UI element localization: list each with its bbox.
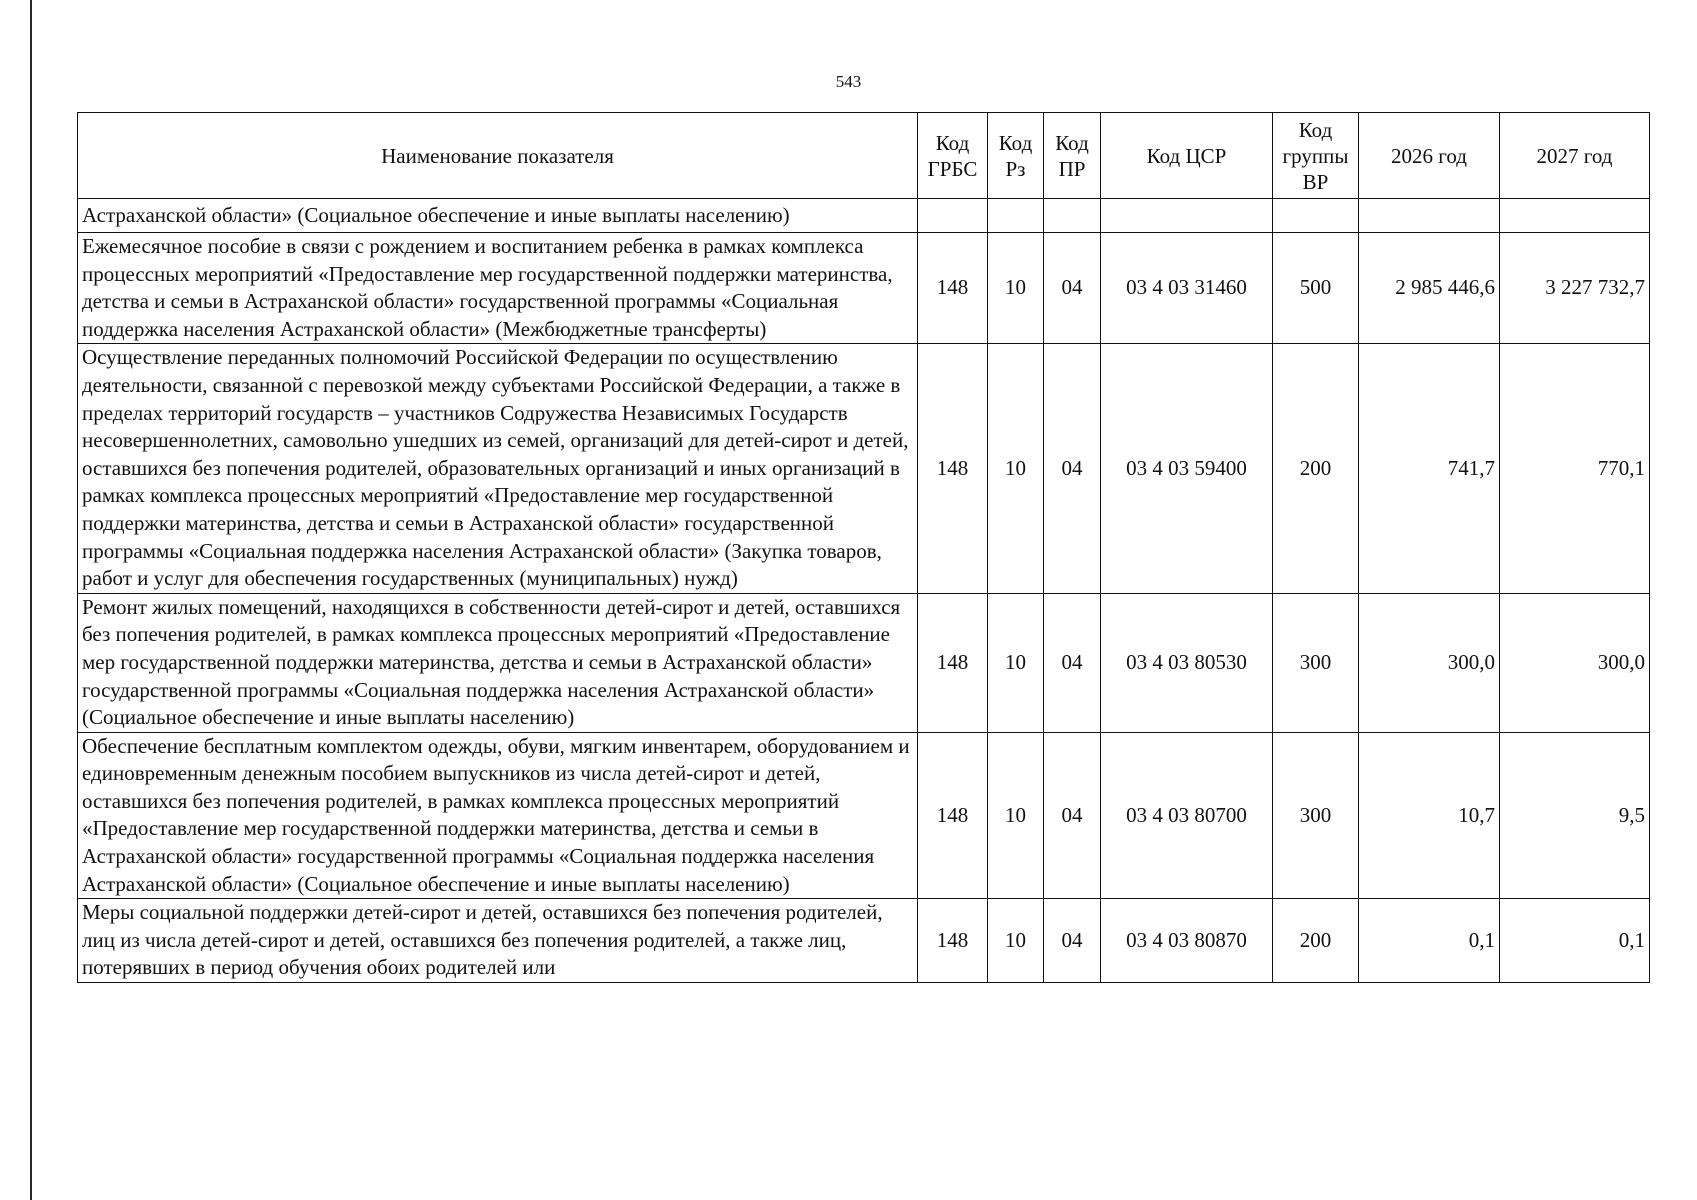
row-grbs: 148: [918, 899, 988, 983]
row-name: Ремонт жилых помещений, находящихся в собственности детей-сирот и детей, оставшихся без попечения родителей, в рамках комплекса процессных мероприятий «Предоставление мер государственной поддержки материнства, детства и семьи в Астраханской области» государственной программы «Социальная поддержка населения Астраханской области» (Социальное обеспечение и иные выплаты населению): [78, 593, 918, 732]
row-csr: 03 4 03 80700: [1101, 732, 1273, 899]
row-rz: 10: [988, 732, 1044, 899]
row-vr: 300: [1273, 732, 1359, 899]
row-name: Меры социальной поддержки детей-сирот и детей, оставшихся без попечения родителей, лиц из числа детей-сирот и детей, оставшихся без попечения родителей, а также лиц, потерявших в период обучения обоих родителей или: [78, 899, 918, 983]
row-2026: 0,1: [1359, 899, 1500, 983]
row-rz: 10: [988, 233, 1044, 344]
table-row: [78, 593, 1650, 732]
header-2026: 2026 год: [1359, 113, 1500, 199]
row-grbs: 148: [918, 593, 988, 732]
row-vr: 200: [1273, 899, 1359, 983]
row-2027: 300,0: [1500, 593, 1650, 732]
header-rz: Код Рз: [988, 113, 1044, 199]
row-pr: 04: [1044, 344, 1101, 593]
row-rz: 10: [988, 899, 1044, 983]
row-2026: 741,7: [1359, 344, 1500, 593]
row-grbs: [918, 199, 988, 233]
row-2026: [1359, 199, 1500, 233]
row-pr: [1044, 199, 1101, 233]
row-grbs: 148: [918, 233, 988, 344]
row-name: Ежемесячное пособие в связи с рождением и воспитанием ребенка в рамках комплекса процессных мероприятий «Предоставление мер государственной поддержки материнства, детства и семьи в Астраханской области» государственной программы «Социальная поддержка населения Астраханской области» (Межбюджетные трансферты): [78, 233, 918, 344]
row-2026: 2 985 446,6: [1359, 233, 1500, 344]
row-rz: 10: [988, 344, 1044, 593]
table-row: [78, 732, 1650, 899]
row-vr: 500: [1273, 233, 1359, 344]
row-csr: 03 4 03 59400: [1101, 344, 1273, 593]
header-csr: Код ЦСР: [1101, 113, 1273, 199]
row-csr: 03 4 03 80870: [1101, 899, 1273, 983]
row-pr: 04: [1044, 593, 1101, 732]
table-row: [78, 199, 1650, 233]
header-vr: Код группы ВР: [1273, 113, 1359, 199]
row-vr: 200: [1273, 344, 1359, 593]
table-row: [78, 233, 1650, 344]
page-number: 543: [835, 72, 862, 91]
row-vr: [1273, 199, 1359, 233]
row-name: Астраханской области» (Социальное обеспечение и иные выплаты населению): [78, 199, 918, 233]
header-2027: 2027 год: [1500, 113, 1650, 199]
header-pr: Код ПР: [1044, 113, 1101, 199]
row-rz: [988, 199, 1044, 233]
row-2027: [1500, 199, 1650, 233]
row-csr: [1101, 199, 1273, 233]
row-2027: 9,5: [1500, 732, 1650, 899]
row-pr: 04: [1044, 899, 1101, 983]
row-pr: 04: [1044, 233, 1101, 344]
row-name: Обеспечение бесплатным комплектом одежды, обуви, мягким инвентарем, оборудованием и единовременным денежным пособием выпускников из числа детей-сирот и детей, оставшихся без попечения родителей, в рамках комплекса процессных мероприятий «Предоставление мер государственной поддержки материнства, детства и семьи в Астраханской области» государственной программы «Социальная поддержка населения Астраханской области» (Социальное обеспечение и иные выплаты населению): [78, 732, 918, 899]
header-grbs: Код ГРБС: [918, 113, 988, 199]
row-pr: 04: [1044, 732, 1101, 899]
row-rz: 10: [988, 593, 1044, 732]
row-2026: 10,7: [1359, 732, 1500, 899]
header-name: Наименование показателя: [78, 113, 918, 199]
row-vr: 300: [1273, 593, 1359, 732]
table-header-row: [78, 113, 1650, 199]
table-row: [78, 344, 1650, 593]
left-margin-line: [30, 0, 32, 1200]
row-2026: 300,0: [1359, 593, 1500, 732]
row-name: Осуществление переданных полномочий Российской Федерации по осуществлению деятельности, связанной с перевозкой между субъектами Российской Федерации, а также в пределах территорий государств – участников Содружества Независимых Государств несовершеннолетних, самовольно ушедших из семей, организаций для детей-сирот и детей, оставшихся без попечения родителей, образовательных организаций и иных организаций в рамках комплекса процессных мероприятий «Предоставление мер государственной поддержки материнства, детства и семьи в Астраханской области» государственной программы «Социальная поддержка населения Астраханской области» (Закупка товаров, работ и услуг для обеспечения государственных (муниципальных) нужд): [78, 344, 918, 593]
row-csr: 03 4 03 80530: [1101, 593, 1273, 732]
row-2027: 3 227 732,7: [1500, 233, 1650, 344]
row-grbs: 148: [918, 344, 988, 593]
table-row: [78, 899, 1650, 983]
row-grbs: 148: [918, 732, 988, 899]
row-2027: 770,1: [1500, 344, 1650, 593]
row-2027: 0,1: [1500, 899, 1650, 983]
row-csr: 03 4 03 31460: [1101, 233, 1273, 344]
budget-table: [77, 112, 1650, 983]
